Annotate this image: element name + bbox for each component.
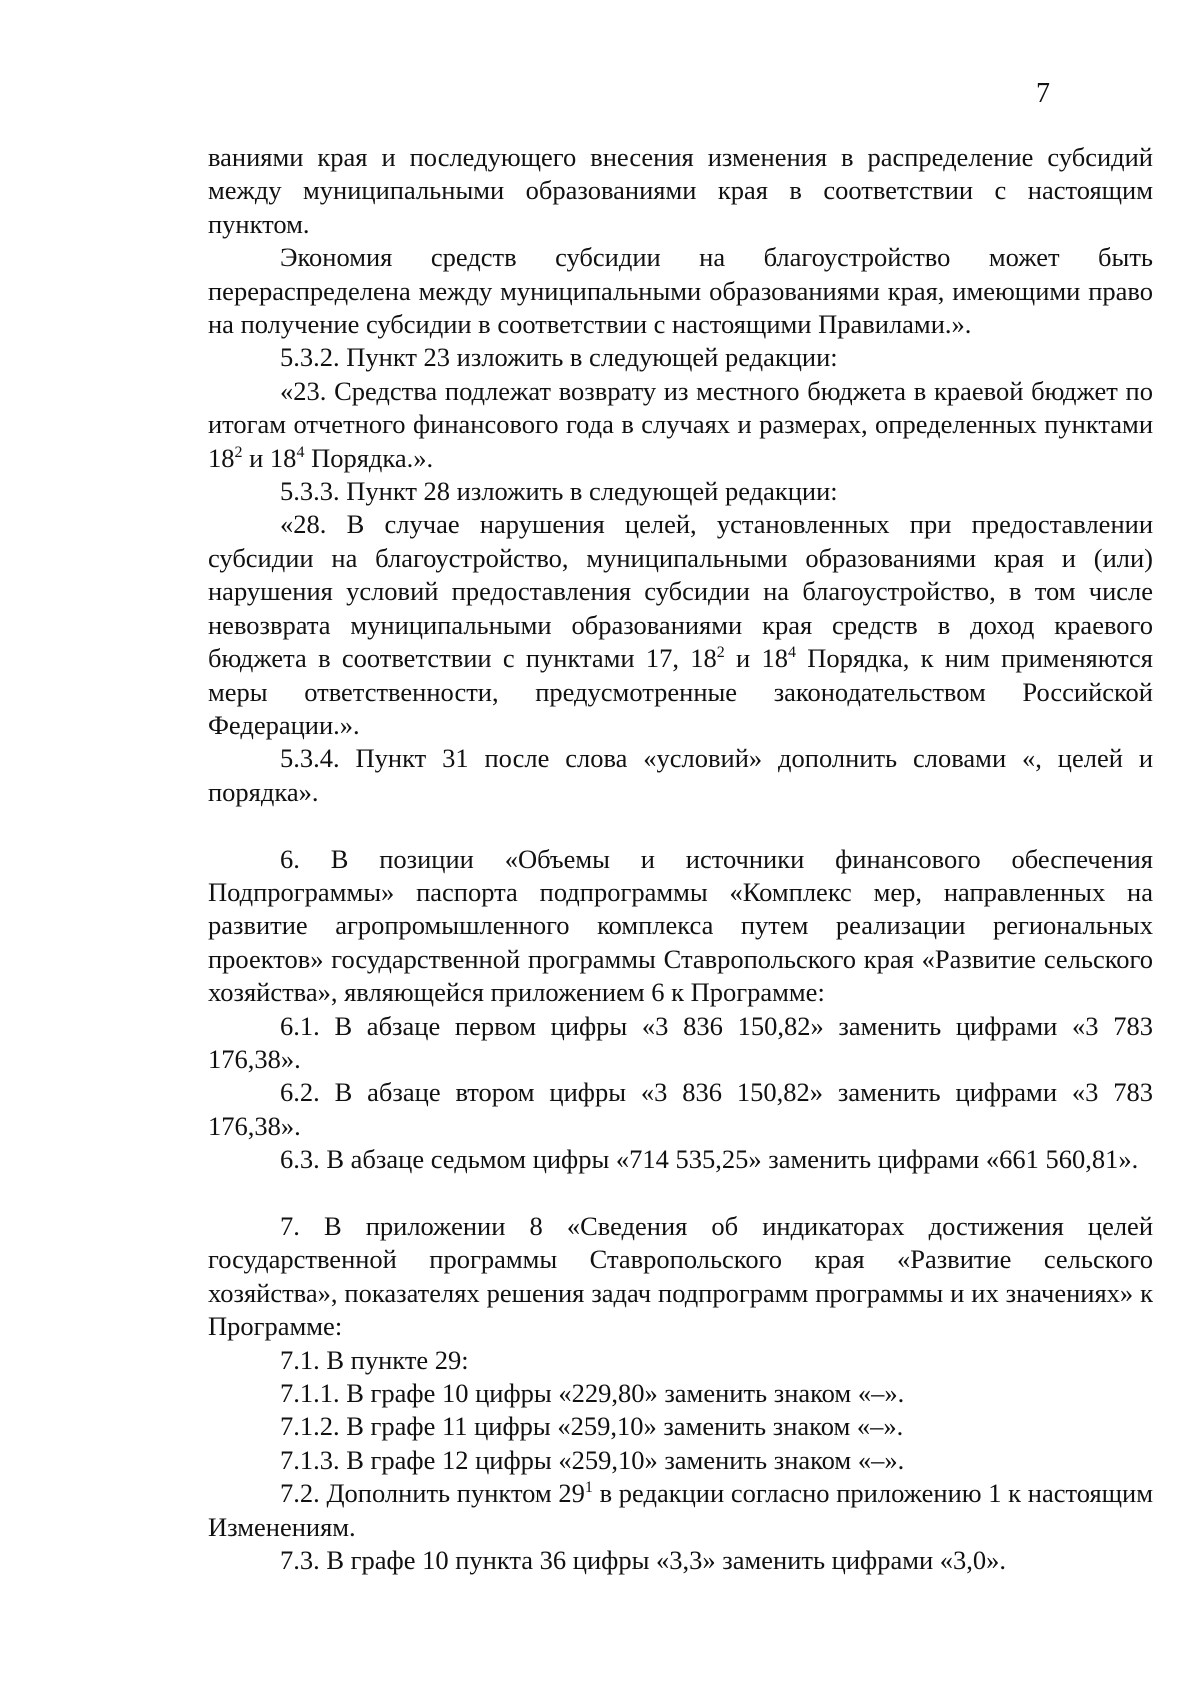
text-run: и 18 <box>724 643 788 674</box>
paragraph <box>208 375 1153 475</box>
superscript: 1 <box>584 1479 593 1497</box>
text-run: 7.2. Дополнить пунктом 29 <box>280 1478 585 1509</box>
paragraph: 6. В позиции «Объемы и источники финансового обеспечения Подпрограммы» паспорта подпрограммы «Комплекс мер, направленных на развитие агропромышленного комплекса путем реализации региональных проектов» государственной программы Ставропольского края «Развитие сельского хозяйства», являющейся приложением 6 к Программе: <box>208 843 1153 1008</box>
paragraph <box>208 508 1153 742</box>
paragraph: 7.1.3. В графе 12 цифры «259,10» заменить знаком «–». <box>280 1444 905 1475</box>
superscript: 4 <box>787 644 796 662</box>
superscript: 2 <box>234 443 243 461</box>
text-run: «23. Средства подлежат возврату из местного бюджета в краевой бюджет по итогам отчетного финансового года в случаях и размерах, определенных пунктами 18 <box>208 375 1153 473</box>
paragraph: 6.2. В абзаце втором цифры «3 836 150,82» заменить цифрами «3 783 176,38». <box>208 1077 1153 1141</box>
document-body <box>208 141 1153 1577</box>
paragraph: 7.1.2. В графе 11 цифры «259,10» заменить знаком «–». <box>280 1411 904 1442</box>
page-number: 7 <box>1036 78 1050 109</box>
text-run: в редакции согласно приложению 1 к настоящим Изменениям. <box>208 1478 1153 1542</box>
text-run: и 18 <box>242 442 297 473</box>
spacer <box>208 1177 1153 1210</box>
text-run: «28. В случае нарушения целей, установленных при предоставлении субсидии на благоустройство, муниципальными образованиями края и (или) нарушения условий предоставления субсидии на благоустройство, в том числе невозврата муниципальными образованиями края средств в доход краевого бюджета в соответствии с пунктами 17, 18 <box>208 509 1153 674</box>
spacer <box>208 809 1153 842</box>
text-run: Порядка, к ним применяются меры ответственности, предусмотренные законодательством Российской Федерации.». <box>208 643 1154 740</box>
text-run: Порядка.». <box>304 442 434 473</box>
paragraph: ваниями края и последующего внесения изменения в распределение субсидий между муниципальными образованиями края в соответствии с настоящим пунктом. <box>208 142 1153 239</box>
paragraph: 6.3. В абзаце седьмом цифры «714 535,25» заменить цифрами «661 560,81». <box>280 1144 1139 1175</box>
paragraph: 5.3.2. Пункт 23 изложить в следующей редакции: <box>280 342 838 373</box>
paragraph: 5.3.4. Пункт 31 после слова «условий» дополнить словами «, целей и порядка». <box>208 743 1153 807</box>
paragraph: 7.3. В графе 10 пункта 36 цифры «3,3» заменить цифрами «3,0». <box>280 1545 1007 1576</box>
paragraph: 5.3.3. Пункт 28 изложить в следующей редакции: <box>280 476 838 507</box>
paragraph: 7.1. В пункте 29: <box>280 1344 469 1375</box>
superscript: 4 <box>296 443 305 461</box>
paragraph <box>208 1477 1153 1544</box>
paragraph: 6.1. В абзаце первом цифры «3 836 150,82» заменить цифрами «3 783 176,38». <box>208 1010 1153 1074</box>
paragraph: Экономия средств субсидии на благоустройство может быть перераспределена между муниципальными образованиями края, имеющими право на получение субсидии в соответствии с настоящими Правилами.». <box>208 242 1153 340</box>
paragraph: 7. В приложении 8 «Сведения об индикаторах достижения целей государственной программы Ставропольского края «Развитие сельского хозяйства», показателях решения задач подпрограмм программы и их значениях» к Программе: <box>208 1210 1153 1342</box>
paragraph: 7.1.1. В графе 10 цифры «229,80» заменить знаком «–». <box>280 1378 905 1408</box>
superscript: 2 <box>716 644 725 662</box>
